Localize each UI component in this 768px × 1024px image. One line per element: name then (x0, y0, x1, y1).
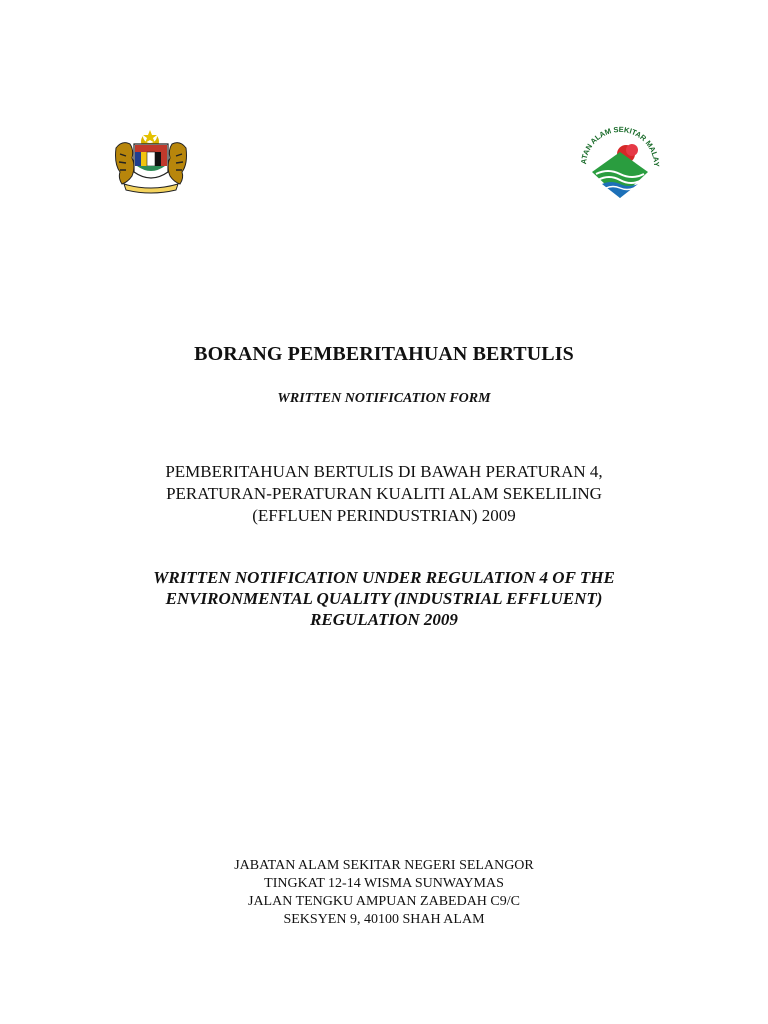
address-line: SEKSYEN 9, 40100 SHAH ALAM (283, 912, 485, 927)
department-address (0, 857, 768, 929)
malay-regulation-heading (0, 461, 768, 527)
coat-of-arms-logo (110, 128, 192, 196)
form-title: BORANG PEMBERITAHUAN BERTULIS (194, 343, 574, 365)
svg-text:JABATAN ALAM SEKITAR MALAYSIA: ATAN ALAM SEKITAR MALAY (578, 124, 662, 167)
malay-heading-line: (EFFLUEN PERINDUSTRIAN) 2009 (252, 506, 516, 525)
address-line: JABATAN ALAM SEKITAR NEGERI SELANGOR (234, 858, 534, 873)
english-heading-line: WRITTEN NOTIFICATION UNDER REGULATION 4 OF THE (153, 568, 615, 587)
address-line: TINGKAT 12-14 WISMA SUNWAYMAS (264, 876, 504, 891)
english-heading-line: ENVIRONMENTAL QUALITY (INDUSTRIAL EFFLUENT) (165, 589, 603, 608)
address-line: JALAN TENGKU AMPUAN ZABEDAH C9/C (248, 894, 520, 909)
malay-heading-line: PEMBERITAHUAN BERTULIS DI BAWAH PERATURAN 4, (165, 462, 603, 481)
english-regulation-heading (0, 567, 768, 630)
malay-heading-line: PERATURAN-PERATURAN KUALITI ALAM SEKELILING (166, 484, 602, 503)
form-subtitle: WRITTEN NOTIFICATION FORM (277, 391, 491, 406)
jabatan-alam-sekitar-logo (578, 122, 662, 202)
english-heading-line: REGULATION 2009 (310, 610, 458, 629)
